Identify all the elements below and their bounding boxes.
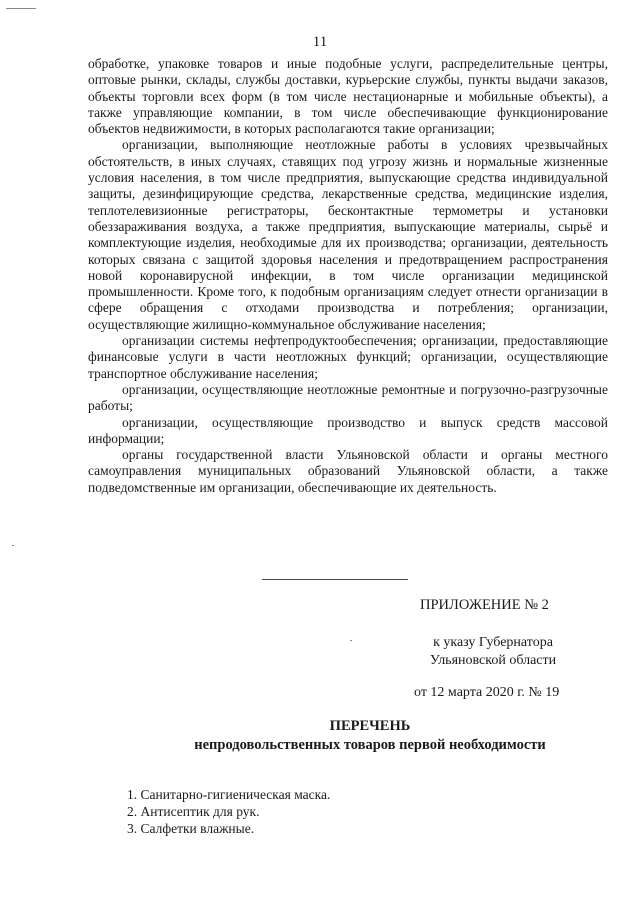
paragraph: организации, осуществляющие производство и выпуск средств массовой информации; [88,414,608,446]
scan-artifact [6,8,36,9]
paragraph: обработке, упаковке товаров и иные подобные услуги, распределительные центры, оптовые рынки, склады, службы доставки, курьерские службы, пункты выдачи заказов, объекты торговли всех форм (в том числе нестационарные и мобильные объекты), а также управляющие компании, в том числе обеспечивающие функционирование объектов недвижимости, в которых располагаются такие организации; [88,56,608,137]
paragraph: организации системы нефтепродуктообеспечения; организации, предоставляющие финансовые услуги в части неотложных функций; организации, осуществляющие транспортное обслуживание населения; [88,333,608,381]
appendix-addressee-line: к указу Губернатора [433,635,553,650]
appendix-addressee-line: Ульяновской области [429,653,557,668]
scan-artifact [12,545,14,546]
list-subtitle: непродовольственных товаров первой необходимости [194,737,546,753]
paragraph: организации, осуществляющие неотложные ремонтные и погрузочно-разгрузочные работы; [88,381,608,414]
list-title: ПЕРЕЧЕНЬ [329,718,411,734]
appendix-addressee [423,634,563,670]
list-item: 1. Санитарно-гигиеническая маска. [127,787,331,802]
body-text [88,56,608,496]
list-item: 2. Антисептик для рук. [127,804,260,819]
page-number: 11 [312,34,328,50]
list-item: 3. Салфетки влажные. [127,821,255,836]
scan-artifact [350,640,352,641]
appendix-date: от 12 марта 2020 г. № 19 [414,685,560,700]
goods-list [127,786,330,837]
appendix-title: ПРИЛОЖЕНИЕ № 2 [420,597,549,613]
separator-line [262,579,408,580]
paragraph: организации, выполняющие неотложные работы в условиях чрезвычайных обстоятельств, в иных случаях, ставящих под угрозу жизнь и нормальные жизненные условия населения, в том числе предприятия, выпускающие средства индивидуальной защиты, дезинфицирующие средства, лекарственные средства, медицинские изделия, теплотелевизионные регистраторы, бесконтактные термометры и установки обеззараживания воздуха, а также предприятия, выпускающие материалы, сырьё и комплектующие изделия, необходимые для их производства; организации, деятельность которых связана с защитой здоровья населения и предотвращением распространения новой коронавирусной инфекции, в том числе организации медицинской промышленности. Кроме того, к подобным организациям следует отнести организации в сфере обращения с отходами производства и потребления; организации, осуществляющие жилищно-коммунальное обслуживание населения; [88,137,608,332]
paragraph: органы государственной власти Ульяновской области и органы местного самоуправления муниципальных образований Ульяновской области, а также подведомственные им организации, обеспечивающие их деятельность. [88,447,608,495]
